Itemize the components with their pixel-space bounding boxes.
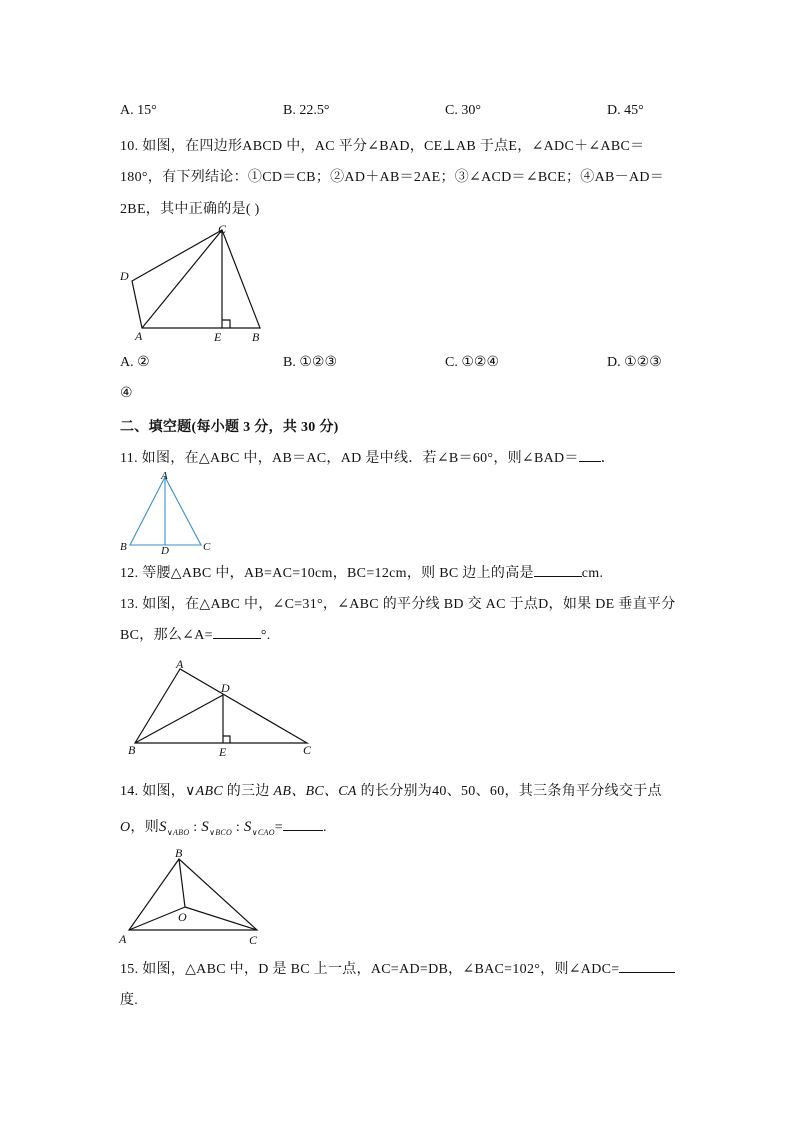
- q10-quadrilateral: [132, 230, 260, 328]
- q13-line-1: 13. 如图，在△ABC 中，∠C=31°，∠ABC 的平分线 BD 交 AC 于点D，如果 DE 垂直平分: [120, 597, 676, 612]
- q13-figure: [125, 655, 325, 760]
- q14-colon-2: :: [232, 820, 244, 835]
- q10-option-c: C. ①②④: [445, 355, 499, 370]
- q12-end: cm.: [581, 566, 604, 581]
- q13-bisector-bd: [135, 695, 223, 743]
- q14-equals: =: [274, 820, 283, 835]
- q13-label-c: C: [303, 743, 312, 757]
- q11-label-b: B: [120, 541, 127, 553]
- q14-s2: $S_{\vee BCO}$: [201, 819, 233, 837]
- q14-line-1-b: 的三边: [223, 784, 274, 799]
- q11-label-d: D: [161, 545, 169, 557]
- q14-label-b: B: [175, 846, 183, 860]
- q14-s2-sub: ∨BCO: [209, 828, 233, 837]
- q13-label-e: E: [219, 745, 227, 759]
- q14-line-1-a: 14. 如图，: [120, 784, 186, 799]
- q14-triangle-name: ∨ABC: [185, 784, 223, 799]
- q14-label-a: A: [119, 932, 127, 946]
- q13-label-a: A: [176, 657, 184, 671]
- q14-colon-1: :: [189, 820, 202, 835]
- q10-option-a: A. ②: [120, 355, 150, 370]
- q12-text: 12. 等腰△ABC 中，AB=AC=10cm，BC=12cm，则 BC 边上的高是: [120, 566, 534, 581]
- q14-sides: AB、BC、CA: [273, 784, 357, 799]
- q10-label-d: D: [120, 269, 129, 283]
- q12-answer-blank: [534, 562, 582, 577]
- q14-line-1: [120, 780, 662, 800]
- q9-option-c: C. 30°: [445, 103, 481, 118]
- q11-label-c: C: [203, 541, 211, 553]
- q10-label-e: E: [214, 330, 222, 344]
- q10-label-b: B: [252, 330, 260, 344]
- q11-end: ．: [600, 451, 616, 466]
- q10-label-a: A: [135, 329, 143, 343]
- q14-bisector-bo: [179, 859, 185, 907]
- q14-answer-blank: [283, 816, 323, 831]
- q15-answer-blank: [619, 958, 675, 973]
- section-2-title: 二、填空题(每小题 3 分，共 30 分): [120, 420, 339, 435]
- q14-s1-sub: ∨ABO: [166, 828, 190, 837]
- q14-point-o: O: [120, 820, 131, 835]
- q11-text: 11. 如图，在△ABC 中，AB＝AC，AD 是中线．若∠B＝60°，则∠BAD＝: [120, 451, 579, 466]
- q14-line-2: [120, 816, 327, 837]
- q14-triangle: [129, 859, 257, 930]
- q14-end: .: [323, 820, 327, 835]
- q14-bisector-co: [185, 907, 257, 930]
- q12-text-line: [120, 562, 603, 582]
- q13-end: °.: [260, 628, 271, 643]
- q14-s1: $S_{\vee ABO}$: [159, 819, 190, 837]
- q14-line-1-d: 的长分别为40、50、60，其三条角平分线交于点: [356, 784, 662, 799]
- q14-label-c: C: [249, 933, 258, 947]
- q11-label-a: A: [161, 470, 168, 482]
- q10-figure: [115, 222, 275, 347]
- q13-right-angle-mark: [223, 736, 230, 743]
- q10-option-d-continued: ④: [120, 386, 133, 401]
- q9-option-a: A. 15°: [120, 103, 157, 118]
- q15-text-line-1: [120, 958, 675, 978]
- q10-option-b: B. ①②③: [283, 355, 337, 370]
- q10-label-c: C: [218, 222, 227, 236]
- q10-line-3: 2BE，其中正确的是( ): [120, 202, 260, 217]
- q11-answer-blank: [579, 447, 601, 462]
- q14-figure: [117, 845, 267, 950]
- q11-text-line: [120, 447, 615, 467]
- q13-line-2: BC，那么∠A=: [120, 628, 213, 643]
- q15-line-1: 15. 如图，△ABC 中，D 是 BC 上一点，AC=AD=DB，∠BAC=102°，则∠ADC=: [120, 962, 620, 977]
- q13-answer-blank: [213, 624, 261, 639]
- q10-right-angle-mark: [222, 320, 230, 328]
- q9-option-b: B. 22.5°: [283, 103, 330, 118]
- q14-s3-sub: ∨CAO: [251, 828, 275, 837]
- q13-text-line-2: [120, 624, 271, 644]
- q10-option-d: D. ①②③: [607, 355, 662, 370]
- q13-label-b: B: [128, 743, 136, 757]
- q14-s3: $S_{\vee CAO}$: [243, 819, 275, 837]
- q14-line-2-a: ，则: [130, 820, 160, 835]
- q10-line-1: 10. 如图，在四边形ABCD 中，AC 平分∠BAD，CE⊥AB 于点E，∠ADC＋∠ABC＝: [120, 139, 645, 154]
- q14-label-o: O: [178, 910, 187, 924]
- q9-option-d: D. 45°: [607, 103, 644, 118]
- q10-line-2: 180°，有下列结论：①CD＝CB；②AD＋AB＝2AE；③∠ACD＝∠BCE；④AB－AD＝: [120, 170, 665, 185]
- q11-figure: [118, 470, 218, 555]
- q15-line-2: 度.: [120, 993, 139, 1008]
- q13-label-d: D: [221, 681, 230, 695]
- q10-diagonal-ac: [142, 230, 222, 328]
